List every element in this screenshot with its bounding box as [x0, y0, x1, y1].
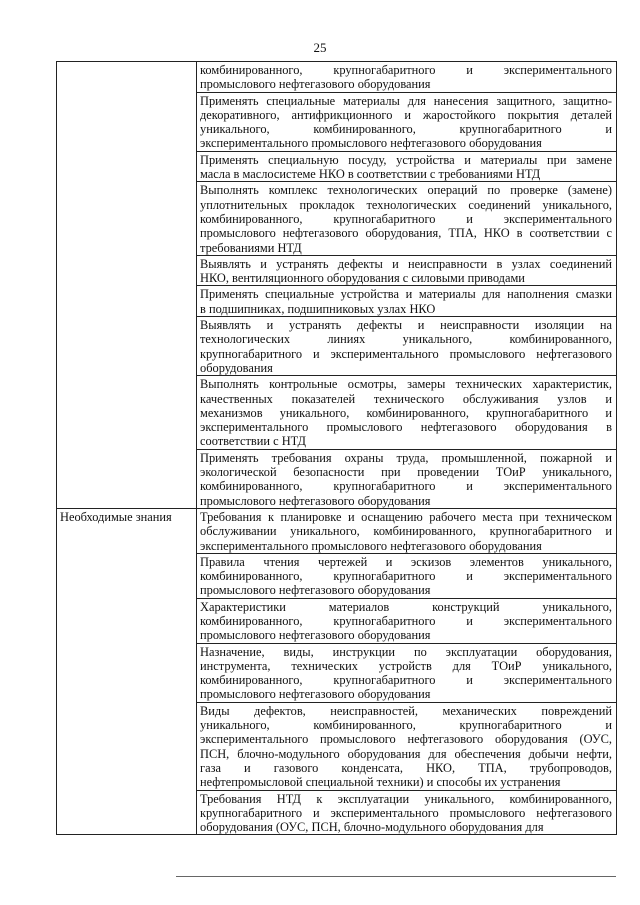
- requirement-line: экспериментального промыслового нефтегазового оборудования в: [200, 420, 612, 435]
- requirement-line: уникального, комбинированного, крупногабаритного и: [200, 718, 612, 733]
- requirement-line: Применять требования охраны труда, промышленной, пожарной и: [200, 450, 612, 465]
- requirement-line: ПСН, блочно-модульного оборудования для обеспечения добычи нефти,: [200, 746, 612, 761]
- requirement-line: декоративного, антифрикционного и жаростойкого покрытия деталей: [200, 107, 612, 122]
- page-number: 25: [313, 40, 327, 55]
- requirement-cell: [197, 449, 617, 508]
- requirement-line: промыслового нефтегазового оборудования: [200, 493, 431, 508]
- requirement-line: Применять специальные устройства и материалы для наполнения смазки: [200, 287, 612, 302]
- requirement-line: соответствии с НТД: [200, 434, 306, 449]
- requirement-line: промыслового нефтегазового оборудования: [200, 583, 431, 598]
- requirement-line: Правила чтения чертежей и эскизов элементов уникального,: [200, 554, 612, 569]
- requirement-cell: [197, 508, 617, 553]
- requirement-cell: [197, 255, 617, 286]
- requirement-line: крупногабаритного и экспериментального промыслового нефтегазового: [200, 346, 612, 361]
- requirement-line: экспериментального промыслового нефтегазового оборудования (ОУС,: [200, 732, 612, 747]
- section-label-cell-continued: [57, 62, 197, 509]
- requirement-line: нефтепромысловой специальной техники) и способы их устранения: [200, 775, 561, 790]
- requirement-line: масла в маслосистеме НКО в соответствии с требованиями НТД: [200, 167, 541, 182]
- requirement-line: экологической безопасности при проведении ТОиР уникального,: [200, 465, 612, 480]
- requirement-line: Применять специальные материалы для нанесения защитного, защитно-: [200, 93, 612, 108]
- requirement-line: Характеристики материалов конструкций уникального,: [200, 599, 612, 614]
- requirement-line: комбинированного, крупногабаритного и экспериментального: [200, 211, 612, 226]
- requirement-line: Назначение, виды, инструкции по эксплуатации оборудования,: [200, 644, 612, 659]
- requirement-line: уникального, комбинированного, крупногабаритного и: [200, 122, 612, 137]
- requirement-line: экспериментального промыслового нефтегазового оборудования: [200, 538, 542, 553]
- requirement-line: НКО, вентиляционного оборудования с силовыми приводами: [200, 271, 525, 286]
- requirement-line: Требования НТД к эксплуатации уникального, комбинированного,: [200, 791, 612, 806]
- requirement-cell: [197, 317, 617, 376]
- requirement-line: комбинированного, крупногабаритного и экспериментального: [200, 613, 612, 628]
- requirement-line: механизмов уникального, комбинированного, крупногабаритного и: [200, 405, 612, 420]
- requirement-cell: [197, 151, 617, 182]
- requirement-line: промыслового нефтегазового оборудования: [200, 77, 431, 92]
- requirement-cell: [197, 286, 617, 317]
- requirement-line: Виды дефектов, неисправностей, механических повреждений: [200, 703, 612, 718]
- requirement-line: экспериментального промыслового нефтегазового оборудования: [200, 136, 542, 151]
- requirement-line: комбинированного, крупногабаритного и экспериментального: [200, 63, 612, 77]
- requirement-line: оборудования: [200, 360, 273, 375]
- requirement-line: Выполнять контрольные осмотры, замеры технических характеристик,: [200, 377, 612, 392]
- requirement-line: качественных показателей технического обслуживания узлов и: [200, 391, 612, 406]
- requirement-line: Требования к планировке и оснащению рабочего места при техническом: [200, 509, 612, 524]
- requirement-cell: [197, 643, 617, 702]
- section-label-cell: Необходимые знания: [57, 508, 197, 835]
- requirement-line: в подшипниках, подшипниковых узлах НКО: [200, 301, 436, 316]
- bottom-border: [176, 876, 616, 877]
- requirement-line: обслуживании уникального, комбинированного, крупногабаритного и: [200, 524, 612, 539]
- requirement-cell: [197, 598, 617, 643]
- requirement-line: промыслового нефтегазового оборудования, ТПА, НКО в соответствии с: [200, 226, 612, 241]
- requirement-cell: [197, 182, 617, 255]
- competency-table: [56, 61, 617, 835]
- table-row: [57, 508, 617, 553]
- table-row: [57, 62, 617, 93]
- requirement-line: оборудования (ОУС, ПСН, блочно-модульного оборудования для: [200, 820, 544, 835]
- requirement-cell: [197, 553, 617, 598]
- requirement-line: комбинированного, крупногабаритного и экспериментального: [200, 479, 612, 494]
- requirement-line: Применять специальную посуду, устройства и материалы при замене: [200, 152, 612, 167]
- requirement-line: технологических линиях уникального, комбинированного,: [200, 332, 612, 347]
- requirement-cell: [197, 790, 617, 835]
- requirement-line: уплотнительных прокладок технологических соединений уникального,: [200, 197, 612, 212]
- requirement-line: крупногабаритного и экспериментального промыслового нефтегазового: [200, 805, 612, 820]
- requirement-line: инструмента, технических устройств для ТОиР уникального,: [200, 658, 612, 673]
- requirement-line: промыслового нефтегазового оборудования: [200, 687, 431, 702]
- requirement-line: промыслового нефтегазового оборудования: [200, 628, 431, 643]
- requirement-cell: [197, 702, 617, 790]
- requirement-line: газа и газового конденсата, НКО, ТПА, трубопроводов,: [200, 760, 612, 775]
- requirement-line: Выявлять и устранять дефекты и неисправности изоляции на: [200, 318, 612, 333]
- requirement-cell: [197, 92, 617, 151]
- requirement-cell: [197, 62, 617, 93]
- requirement-line: требованиями НТД: [200, 240, 302, 255]
- requirement-line: комбинированного, крупногабаритного и экспериментального: [200, 673, 612, 688]
- requirement-cell: [197, 376, 617, 449]
- requirement-line: комбинированного, крупногабаритного и экспериментального: [200, 569, 612, 584]
- requirement-line: Выявлять и устранять дефекты и неисправности в узлах соединений: [200, 256, 612, 271]
- requirement-line: Выполнять комплекс технологических операций по проверке (замене): [200, 183, 612, 198]
